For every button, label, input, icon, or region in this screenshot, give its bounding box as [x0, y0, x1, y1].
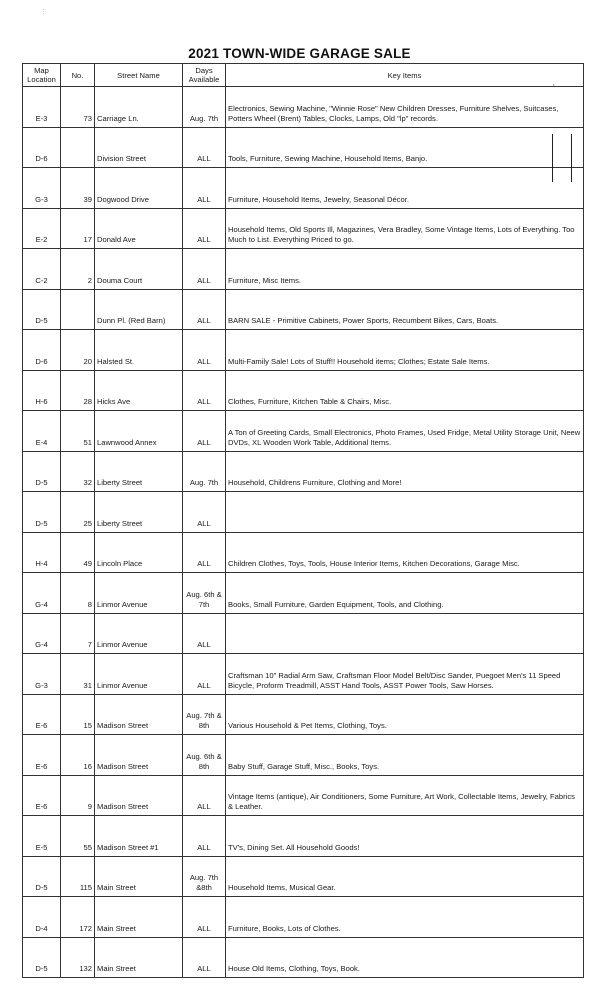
cell-map-location: H-6: [23, 370, 61, 411]
cell-key-items: BARN SALE - Primitive Cabinets, Power Sports, Recumbent Bikes, Cars, Boats.: [226, 289, 584, 330]
cell-street-name: Liberty Street: [95, 451, 183, 492]
pen-stroke-icon: [552, 134, 553, 182]
cell-days-available: Aug. 6th & 7th: [183, 573, 226, 614]
cell-street-name: Madison Street: [95, 694, 183, 735]
cell-days-available: ALL: [183, 654, 226, 695]
cell-key-items: Multi-Family Sale! Lots of Stuff!! Household items; Clothes; Estate Sale Items.: [226, 330, 584, 371]
cell-days-available: ALL: [183, 330, 226, 371]
cell-key-items: House Old Items, Clothing, Toys, Book.: [226, 937, 584, 978]
header-key-items: Key Items: [226, 64, 584, 87]
table-row: [23, 249, 584, 290]
header-map-location: Map Location: [23, 64, 61, 87]
cell-key-items: Various Household & Pet Items, Clothing, Toys.: [226, 694, 584, 735]
cell-key-items: Furniture, Misc Items.: [226, 249, 584, 290]
cell-key-items: A Ton of Greeting Cards, Small Electronics, Photo Frames, Used Fridge, Metal Utility Storage Unit, Neew DVDs, XL Wooden Work Table, Additional Items.: [226, 411, 584, 452]
cell-key-items: [226, 613, 584, 654]
cell-street-name: Madison Street: [95, 775, 183, 816]
table-row: [23, 87, 584, 128]
table-row: [23, 897, 584, 938]
header-days-available: Days Available: [183, 64, 226, 87]
cell-key-items: Children Clothes, Toys, Tools, House Interior Items, Kitchen Decorations, Garage Misc.: [226, 532, 584, 573]
cell-map-location: D-5: [23, 451, 61, 492]
cell-street-name: Hicks Ave: [95, 370, 183, 411]
cell-map-location: D-5: [23, 856, 61, 897]
cell-days-available: ALL: [183, 492, 226, 533]
header-no: No.: [61, 64, 95, 87]
cell-number: 51: [61, 411, 95, 452]
cell-map-location: E-3: [23, 87, 61, 128]
cell-street-name: Main Street: [95, 937, 183, 978]
cell-number: 39: [61, 168, 95, 209]
cell-days-available: ALL: [183, 208, 226, 249]
cell-days-available: ALL: [183, 289, 226, 330]
table-row: [23, 532, 584, 573]
cell-street-name: Donald Ave: [95, 208, 183, 249]
cell-days-available: Aug. 6th & 8th: [183, 735, 226, 776]
cell-key-items: Furniture, Books, Lots of Clothes.: [226, 897, 584, 938]
cell-days-available: ALL: [183, 249, 226, 290]
table-row: [23, 289, 584, 330]
cell-key-items: TV's, Dining Set. All Household Goods!: [226, 816, 584, 857]
cell-days-available: ALL: [183, 816, 226, 857]
cell-number: 7: [61, 613, 95, 654]
cell-key-items: Household Items, Old Sports Ill, Magazines, Vera Bradley, Some Vintage Items, Lots of Everything. Too Much to List. Everything Priced to go.: [226, 208, 584, 249]
cell-number: 9: [61, 775, 95, 816]
cell-map-location: E-6: [23, 694, 61, 735]
cell-map-location: E-2: [23, 208, 61, 249]
table-row: [23, 775, 584, 816]
cell-map-location: G-3: [23, 654, 61, 695]
cell-number: 2: [61, 249, 95, 290]
cell-number: [61, 127, 95, 168]
cell-days-available: ALL: [183, 532, 226, 573]
cell-street-name: Main Street: [95, 856, 183, 897]
cell-days-available: ALL: [183, 897, 226, 938]
table-row: [23, 411, 584, 452]
cell-street-name: Linmor Avenue: [95, 613, 183, 654]
table-row: [23, 492, 584, 533]
cell-street-name: Linmor Avenue: [95, 573, 183, 614]
cell-key-items: Household Items, Musical Gear.: [226, 856, 584, 897]
cell-map-location: E-5: [23, 816, 61, 857]
cell-street-name: Liberty Street: [95, 492, 183, 533]
table-row: [23, 694, 584, 735]
cell-map-location: D-6: [23, 127, 61, 168]
cell-street-name: Division Street: [95, 127, 183, 168]
cell-number: 172: [61, 897, 95, 938]
cell-map-location: C-2: [23, 249, 61, 290]
cell-key-items: Vintage Items (antique), Air Conditioners, Some Furniture, Art Work, Collectable Items, Jewelry, Fabrics & Leather.: [226, 775, 584, 816]
cell-number: 16: [61, 735, 95, 776]
cell-number: 55: [61, 816, 95, 857]
table-row: [23, 613, 584, 654]
table-row: [23, 654, 584, 695]
cell-days-available: ALL: [183, 370, 226, 411]
pen-stroke-icon: [571, 134, 572, 182]
cell-days-available: ALL: [183, 613, 226, 654]
garage-sale-table: [22, 63, 584, 978]
cell-street-name: Main Street: [95, 897, 183, 938]
cell-map-location: D-5: [23, 937, 61, 978]
cell-street-name: Lawnwood Annex: [95, 411, 183, 452]
cell-number: 49: [61, 532, 95, 573]
table-row: [23, 937, 584, 978]
cell-map-location: E-6: [23, 775, 61, 816]
cell-map-location: D-5: [23, 289, 61, 330]
cell-map-location: D-6: [23, 330, 61, 371]
cell-days-available: Aug. 7th: [183, 87, 226, 128]
cell-days-available: Aug. 7th & 8th: [183, 694, 226, 735]
table-row: [23, 127, 584, 168]
table-body: [23, 87, 584, 978]
cell-key-items: Tools, Furniture, Sewing Machine, Household Items, Banjo.: [226, 127, 584, 168]
cell-number: 31: [61, 654, 95, 695]
cell-street-name: Halsted St.: [95, 330, 183, 371]
cell-key-items: [226, 492, 584, 533]
page-title: 2021 TOWN-WIDE GARAGE SALE: [188, 46, 411, 61]
cell-street-name: Douma Court: [95, 249, 183, 290]
cell-number: [61, 289, 95, 330]
cell-street-name: Dogwood Drive: [95, 168, 183, 209]
cell-number: 73: [61, 87, 95, 128]
cell-street-name: Madison Street: [95, 735, 183, 776]
cell-map-location: H-4: [23, 532, 61, 573]
cell-key-items: Clothes, Furniture, Kitchen Table & Chairs, Misc.: [226, 370, 584, 411]
cell-days-available: ALL: [183, 127, 226, 168]
cell-street-name: Lincoln Place: [95, 532, 183, 573]
cell-street-name: Dunn Pl. (Red Barn): [95, 289, 183, 330]
cell-key-items: Craftsman 10" Radial Arm Saw, Craftsman Floor Model Belt/Disc Sander, Puegoet Men's 11 Speed Bicycle, Proform Treadmill, ASST Hand Tools, ASST Power Tools, Saw Horses.: [226, 654, 584, 695]
cell-number: 32: [61, 451, 95, 492]
cell-map-location: G-4: [23, 613, 61, 654]
cell-key-items: Household, Childrens Furniture, Clothing and More!: [226, 451, 584, 492]
cell-street-name: Linmor Avenue: [95, 654, 183, 695]
scan-mark-icon: ⋮: [40, 8, 47, 16]
cell-map-location: G-4: [23, 573, 61, 614]
cell-map-location: E-4: [23, 411, 61, 452]
cell-days-available: ALL: [183, 411, 226, 452]
table-row: [23, 208, 584, 249]
cell-days-available: ALL: [183, 168, 226, 209]
table-header-row: [23, 64, 584, 87]
cell-number: 28: [61, 370, 95, 411]
cell-map-location: D-5: [23, 492, 61, 533]
cell-number: 132: [61, 937, 95, 978]
cell-map-location: E-6: [23, 735, 61, 776]
table-row: [23, 573, 584, 614]
cell-number: 8: [61, 573, 95, 614]
table-row: [23, 451, 584, 492]
cell-days-available: Aug. 7th: [183, 451, 226, 492]
cell-number: 17: [61, 208, 95, 249]
table-row: [23, 735, 584, 776]
cell-key-items: Baby Stuff, Garage Stuff, Misc., Books, Toys.: [226, 735, 584, 776]
cell-map-location: D-4: [23, 897, 61, 938]
cell-key-items: Electronics, Sewing Machine, "Winnie Rose" New Children Dresses, Furniture Shelves, Suitcases, Potters Wheel (Brent) Tables, Clocks, Lamps, Old "lp" records.: [226, 87, 584, 128]
cell-number: 20: [61, 330, 95, 371]
cell-days-available: Aug. 7th &8th: [183, 856, 226, 897]
cell-days-available: ALL: [183, 775, 226, 816]
table-row: [23, 168, 584, 209]
cell-key-items: Furniture, Household Items, Jewelry, Seasonal Décor.: [226, 168, 584, 209]
table-row: [23, 330, 584, 371]
table-row: [23, 816, 584, 857]
cell-number: 15: [61, 694, 95, 735]
header-street-name: Street Name: [95, 64, 183, 87]
cell-number: 115: [61, 856, 95, 897]
cell-street-name: Carriage Ln.: [95, 87, 183, 128]
cell-days-available: ALL: [183, 937, 226, 978]
cell-key-items: Books, Small Furniture, Garden Equipment, Tools, and Clothing.: [226, 573, 584, 614]
pen-mark-icon: ’: [553, 84, 555, 91]
cell-number: 25: [61, 492, 95, 533]
cell-map-location: G-3: [23, 168, 61, 209]
table-row: [23, 856, 584, 897]
cell-street-name: Madison Street #1: [95, 816, 183, 857]
table-row: [23, 370, 584, 411]
